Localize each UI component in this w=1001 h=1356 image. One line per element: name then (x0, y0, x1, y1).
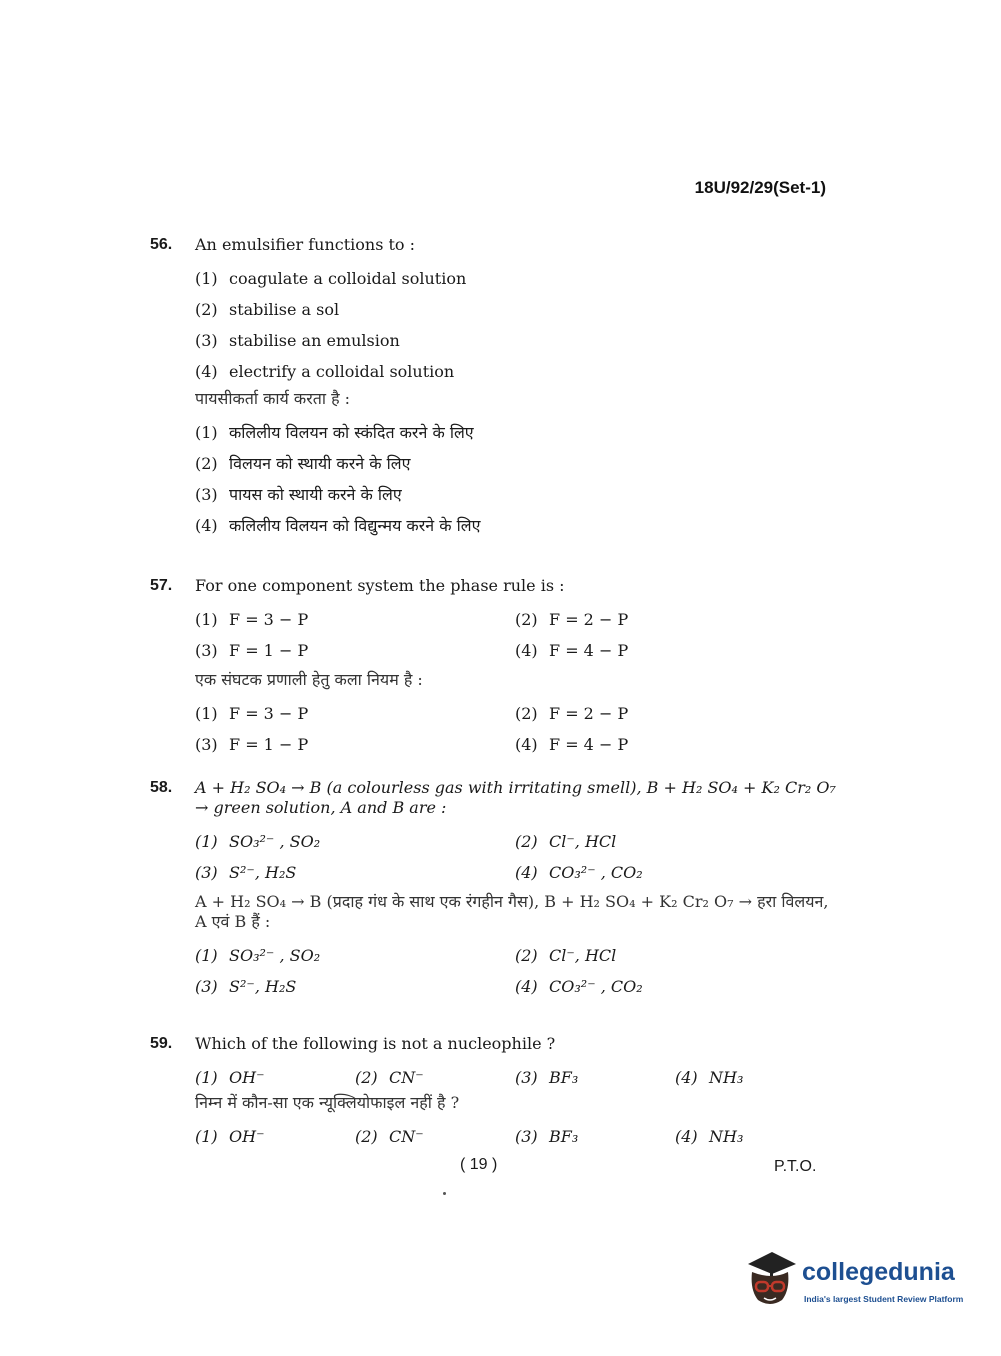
option-4-hi: (4) CO₃²⁻ , CO₂ (515, 976, 643, 996)
question-stem-en: A + H₂ SO₄ → B (a colourless gas with irritating smell), B + H₂ SO₄ + K₂ Cr₂ O₇ → green solution, A and B are : (195, 778, 836, 817)
option-2-hi: (2) विलयन को स्थायी करने के लिए (195, 453, 411, 473)
option-4-en: (4) NH₃ (675, 1067, 744, 1087)
question-56 (150, 235, 840, 541)
option-3-en: (3) S²⁻, H₂S (195, 862, 297, 882)
option-2-en: (2) Cl⁻, HCl (515, 831, 617, 851)
question-stem-hi: A + H₂ SO₄ → B (प्रदाह गंध के साथ एक रंगहीन गैस), B + H₂ SO₄ + K₂ Cr₂ O₇ → हरा विलयन, A एवं B हैं : (195, 892, 829, 931)
question-stem-en: An emulsifier functions to : (195, 235, 416, 254)
option-3-en: (3) BF₃ (515, 1067, 579, 1087)
option-4-en: (4) electrify a colloidal solution (195, 361, 455, 381)
page-code: 18U/92/29(Set-1) (694, 178, 826, 197)
option-3-en: (3) stabilise an emulsion (195, 330, 400, 350)
option-2-hi: (2) Cl⁻, HCl (515, 945, 617, 965)
question-stem-hi: एक संघटक प्रणाली हेतु कला नियम है : (195, 670, 423, 689)
question-stem-hi: निम्न में कौन-सा एक न्यूक्लियोफाइल नहीं है ? (195, 1093, 460, 1112)
question-stem-en: For one component system the phase rule is : (195, 576, 565, 595)
question-number: 57. (150, 577, 173, 594)
option-3-hi: (3) पायस को स्थायी करने के लिए (195, 484, 402, 504)
option-2-en: (2) CN⁻ (355, 1067, 424, 1087)
logo-tagline: India's largest Student Review Platform (804, 1294, 964, 1304)
option-4-hi: (4) कलिलीय विलयन को विद्युन्मय करने के लिए (195, 515, 481, 535)
option-2-hi: (2) CN⁻ (355, 1126, 424, 1146)
option-3-hi: (3) S²⁻, H₂S (195, 976, 297, 996)
collegedunia-logo (742, 1250, 972, 1310)
option-1-hi: (1) कलिलीय विलयन को स्कंदित करने के लिए (195, 422, 474, 442)
option-4-hi: (4) F = 4 − P (515, 734, 629, 754)
question-59 (150, 1034, 840, 1152)
option-2-en: (2) stabilise a sol (195, 299, 340, 319)
option-1-en: (1) OH⁻ (195, 1067, 265, 1087)
question-58 (150, 778, 840, 1002)
mascot-icon (742, 1250, 800, 1310)
option-2-hi: (2) F = 2 − P (515, 703, 629, 723)
question-57 (150, 576, 840, 760)
question-stem-hi: पायसीकर्ता कार्य करता है : (195, 389, 351, 408)
option-4-en: (4) CO₃²⁻ , CO₂ (515, 862, 643, 882)
logo-name: collegedunia (802, 1258, 955, 1286)
option-1-en: (1) coagulate a colloidal solution (195, 268, 467, 288)
question-number: 58. (150, 779, 173, 796)
option-1-hi: (1) F = 3 − P (195, 703, 309, 723)
question-number: 59. (150, 1035, 173, 1052)
question-stem-en: Which of the following is not a nucleophile ? (195, 1034, 556, 1053)
pto-label: P.T.O. (774, 1158, 817, 1175)
page-number: ( 19 ) (460, 1156, 498, 1173)
option-4-hi: (4) NH₃ (675, 1126, 744, 1146)
scan-dot (443, 1192, 446, 1195)
option-2-en: (2) F = 2 − P (515, 609, 629, 629)
option-1-hi: (1) SO₃²⁻ , SO₂ (195, 945, 321, 965)
option-3-en: (3) F = 1 − P (195, 640, 309, 660)
option-3-hi: (3) F = 1 − P (195, 734, 309, 754)
question-number: 56. (150, 236, 173, 253)
option-1-en: (1) F = 3 − P (195, 609, 309, 629)
option-1-en: (1) SO₃²⁻ , SO₂ (195, 831, 321, 851)
option-1-hi: (1) OH⁻ (195, 1126, 265, 1146)
option-3-hi: (3) BF₃ (515, 1126, 579, 1146)
option-4-en: (4) F = 4 − P (515, 640, 629, 660)
